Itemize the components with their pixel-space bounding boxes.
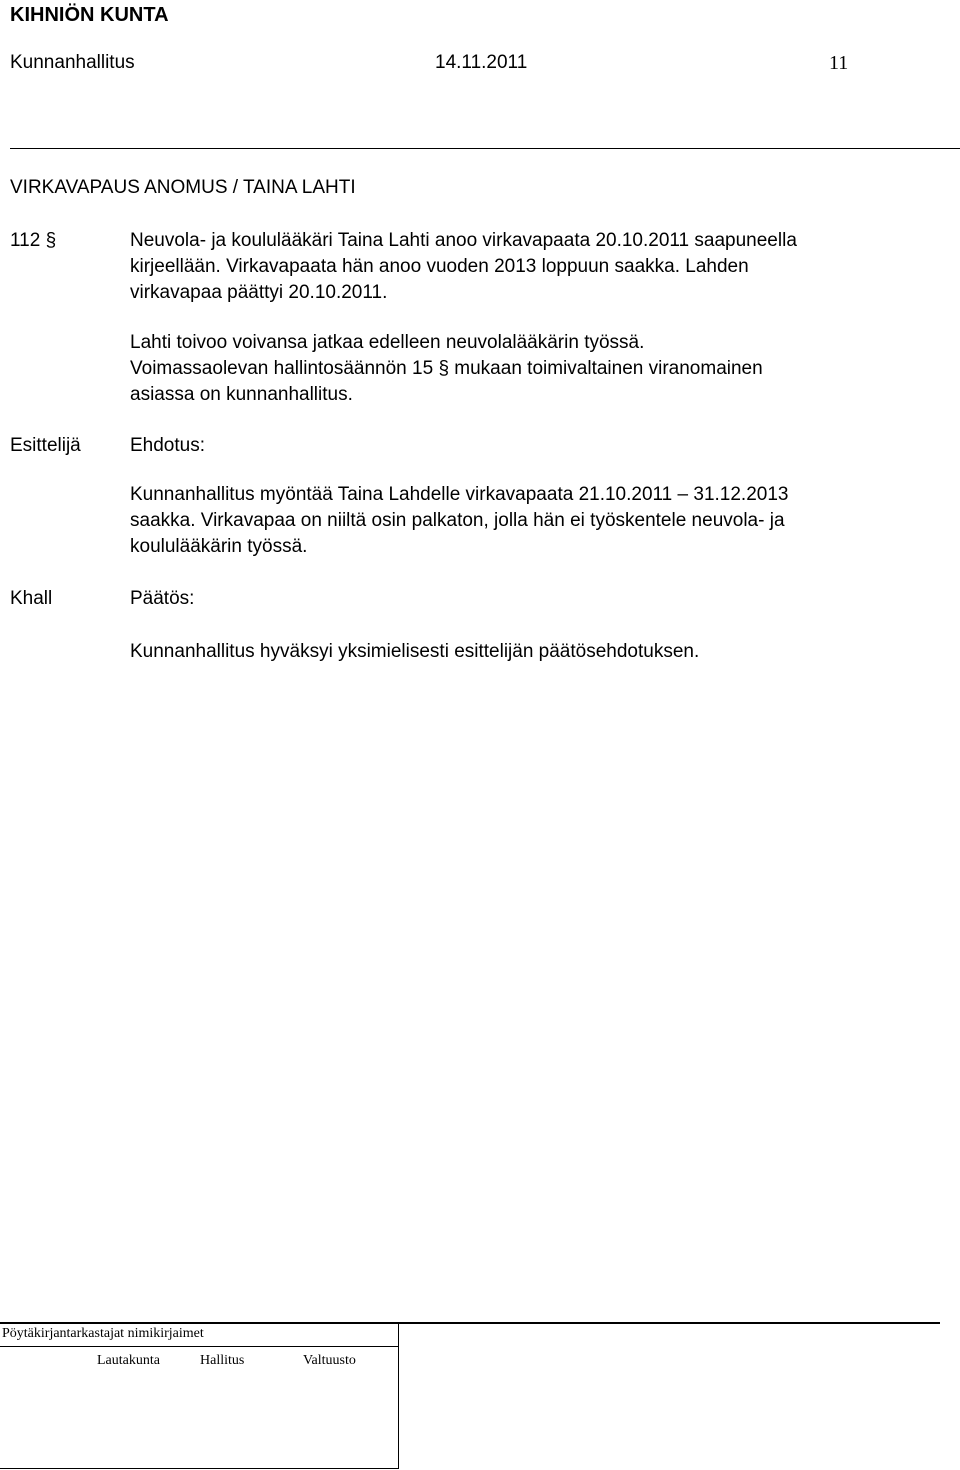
footer-column-valtuusto: Valtuusto xyxy=(303,1353,356,1368)
footer-signature-box xyxy=(0,1322,399,1469)
paragraph-authority: Lahti toivoo voivansa jatkaa edelleen neuvolalääkärin työssä. Voimassaolevan hallintosäännön 15 § mukaan toimivaltainen viranomainen asiassa on kunnanhallitus. xyxy=(130,332,763,405)
organization-name: KIHNIÖN KUNTA xyxy=(10,4,169,26)
proposal-text: Kunnanhallitus myöntää Taina Lahdelle virkavapaata 21.10.2011 – 31.12.2013 saakka. Virkavapaa on niiltä osin palkaton, jolla hän ei työskentele neuvola- ja koululääkärin työssä. xyxy=(130,484,789,557)
paragraph-application: Neuvola- ja koululääkäri Taina Lahti anoo virkavapaata 20.10.2011 saapuneella kirjeellään. Virkavapaata hän anoo vuoden 2013 loppuun saakka. Lahden virkavapaa päättyi 20.10.2011. xyxy=(130,230,797,303)
section-title: VIRKAVAPAUS ANOMUS / TAINA LAHTI xyxy=(10,177,356,198)
footer-column-hallitus: Hallitus xyxy=(200,1353,245,1368)
decision-text: Kunnanhallitus hyväksyi yksimielisesti esittelijän päätösehdotuksen. xyxy=(130,641,700,662)
header-date: 14.11.2011 xyxy=(435,52,528,73)
decision-body-label: Khall xyxy=(10,588,53,609)
footer-title: Pöytäkirjantarkastajat nimikirjaimet xyxy=(2,1326,204,1341)
page-number: 11 xyxy=(829,52,849,74)
header-body-name: Kunnanhallitus xyxy=(10,52,135,73)
footer-column-lautakunta: Lautakunta xyxy=(97,1353,160,1368)
footer-inner-divider xyxy=(0,1346,398,1347)
decision-label: Päätös: xyxy=(130,588,195,609)
item-number: 112 § xyxy=(10,230,57,251)
header-divider xyxy=(10,148,960,149)
presenter-label: Esittelijä xyxy=(10,435,81,456)
proposal-label: Ehdotus: xyxy=(130,435,205,456)
